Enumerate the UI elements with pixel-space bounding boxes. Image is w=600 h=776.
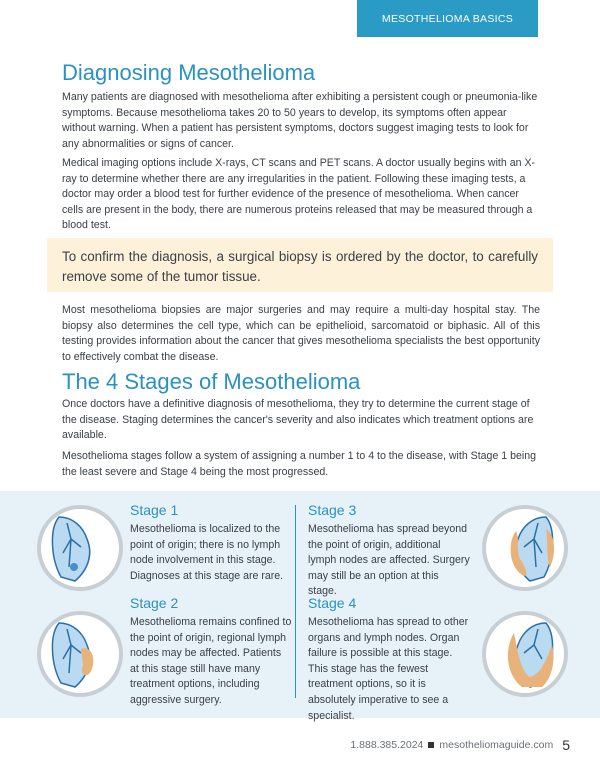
diagnosing-title: Diagnosing Mesothelioma: [62, 60, 316, 85]
stage-3-text: Mesothelioma has spread beyond the point of origin, additional lymph nodes are affected. Surgery may still be an option at this stage.: [308, 523, 470, 598]
stage-2-text: Mesothelioma remains confined to the point of origin, regional lymph nodes may be affected. Patients at this stage still have many treatment options, including aggressive surgery.: [130, 616, 292, 706]
stage-4-text: Mesothelioma has spread to other organs and lymph nodes. Organ failure is possible at this stage. This stage has the fewest treatment options, so it is absolutely imperative to see a specialist.: [308, 616, 469, 722]
biopsy-callout: To confirm the diagnosis, a surgical biopsy is ordered by the doctor, to carefully remove some of the tumor tissue.: [47, 238, 553, 292]
stage-3-title: Stage 3: [308, 502, 357, 518]
stage-1-lung-illustration: [37, 505, 123, 591]
stage-4-title: Stage 4: [308, 595, 357, 611]
biopsy-paragraph: Most mesothelioma biopsies are major surgeries and may require a multi-day hospital stay. The biopsy also determines the cell type, which can be epithelioid, sarcomatoid or biphasic. All of this testing provides information about the cancer that gives mesothelioma specialists the best opportunity to effectively combat the disease.: [62, 304, 540, 363]
stages-paragraph-1: Once doctors have a definitive diagnosis of mesothelioma, they try to determine the current stage of the disease. Staging determines the cancer's severity and also indicates which treatment options are available.: [62, 398, 534, 442]
diagnosing-paragraph-2: Medical imaging options include X-rays, CT scans and PET scans. A doctor usually begins with an X-ray to determine whether there are any irregularities in the patient. Following these imaging tests, a doctor may order a blood test for further evidence of the presence of mesothelioma. When cancer cells are present in the body, there are numerous proteins released that may be measured through a blood test.: [62, 157, 536, 232]
stage-3-lung-illustration: [482, 505, 568, 591]
footer-separator: [428, 742, 434, 748]
stage-1-text: Mesothelioma is localized to the point of origin; there is no lymph node involvement in this stage. Diagnoses at this stage are rare.: [130, 523, 284, 582]
stage-2-title: Stage 2: [130, 595, 179, 611]
stages-paragraph-2: Mesothelioma stages follow a system of assigning a number 1 to 4 to the disease, with Stage 1 being the least severe and Stage 4 being the most progressed.: [62, 450, 537, 478]
stages-title: The 4 Stages of Mesothelioma: [62, 369, 361, 394]
page-number: 5: [562, 737, 570, 753]
stages-divider: [295, 505, 296, 698]
diagnosing-paragraph-1: Many patients are diagnosed with mesothelioma after exhibiting a persistent cough or pneumonia-like symptoms. Because mesothelioma takes 20 to 50 years to develop, its symptoms often appear without warning. When a patient has persistent symptoms, doctors suggest imaging tests to look for any abnormalities or signs of cancer.: [62, 91, 538, 150]
footer-phone: 1.888.385.2024: [350, 739, 424, 751]
footer-website[interactable]: mesotheliomaguide.com: [439, 739, 554, 751]
stage-1-title: Stage 1: [130, 502, 179, 518]
section-tab: MESOTHELIOMA BASICS: [357, 0, 538, 37]
stage-2-lung-illustration: [37, 611, 123, 697]
page-footer: [350, 737, 570, 753]
stage-4-lung-illustration: [482, 611, 568, 697]
